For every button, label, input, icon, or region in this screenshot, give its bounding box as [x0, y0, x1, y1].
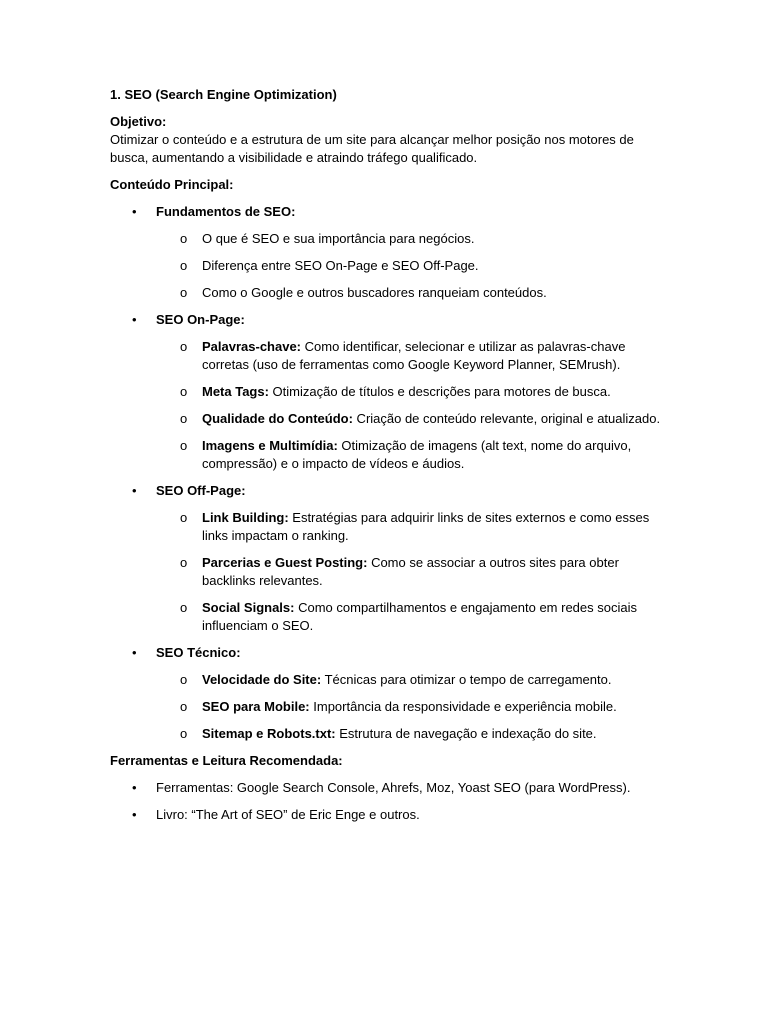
list-item [110, 437, 670, 473]
item-text: Estratégias para adquirir links de sites externos e como esses links impactam o ranking. [202, 510, 650, 543]
item-label: Parcerias e Guest Posting: [202, 555, 368, 570]
bullet-icon: • [132, 645, 137, 660]
circle-bullet-icon: o [180, 285, 188, 300]
content-sections [110, 203, 670, 743]
list-item [110, 509, 670, 545]
list-item [110, 725, 670, 743]
item-label: SEO para Mobile: [202, 699, 310, 714]
item-label: Qualidade do Conteúdo: [202, 411, 353, 426]
bullet-icon: • [132, 807, 137, 822]
item-label: Link Building: [202, 510, 289, 525]
bullet-icon: • [132, 312, 137, 327]
item-text: Técnicas para otimizar o tempo de carregamento. [321, 672, 612, 687]
list-item [110, 410, 670, 428]
bullet-icon: • [132, 780, 137, 795]
circle-bullet-icon: o [180, 231, 188, 246]
item-text: O que é SEO e sua importância para negócios. [202, 231, 475, 246]
list-item [110, 671, 670, 689]
item-label: Velocidade do Site: [202, 672, 322, 687]
item-text: Otimização de imagens (alt text, nome do arquivo, compressão) e o impacto de vídeos e áudios. [202, 438, 632, 471]
bullet-icon: • [132, 483, 137, 498]
list-item [110, 599, 670, 635]
item-label: Imagens e Multimídia: [202, 438, 338, 453]
circle-bullet-icon: o [180, 438, 188, 453]
circle-bullet-icon: o [180, 258, 188, 273]
circle-bullet-icon: o [180, 726, 188, 741]
item-text: Estrutura de navegação e indexação do site. [335, 726, 597, 741]
circle-bullet-icon: o [180, 600, 188, 615]
bullet-icon: • [132, 204, 137, 219]
content-label: Conteúdo Principal: [110, 177, 234, 192]
section-title: SEO Off-Page: [156, 483, 246, 498]
list-item [110, 257, 670, 275]
item-text: Como o Google e outros buscadores ranqueiam conteúdos. [202, 285, 547, 300]
circle-bullet-icon: o [180, 411, 188, 426]
circle-bullet-icon: o [180, 339, 188, 354]
tool-text: Ferramentas: Google Search Console, Ahrefs, Moz, Yoast SEO (para WordPress). [156, 780, 631, 795]
circle-bullet-icon: o [180, 699, 188, 714]
item-label: Palavras-chave: [202, 339, 302, 354]
tool-item [110, 779, 670, 797]
item-text: Como se associar a outros sites para obter backlinks relevantes. [202, 555, 619, 588]
item-text: Importância da responsividade e experiência mobile. [309, 699, 617, 714]
circle-bullet-icon: o [180, 384, 188, 399]
tool-item [110, 806, 670, 824]
item-label: Sitemap e Robots.txt: [202, 726, 336, 741]
section-item [110, 311, 670, 329]
circle-bullet-icon: o [180, 555, 188, 570]
document-body [110, 86, 670, 833]
objective-label: Objetivo: [110, 114, 167, 129]
list-item [110, 338, 670, 374]
list-item [110, 383, 670, 401]
section-item [110, 203, 670, 221]
tool-text: Livro: “The Art of SEO” de Eric Enge e outros. [156, 807, 420, 822]
section-title: Fundamentos de SEO: [156, 204, 296, 219]
document-title: 1. SEO (Search Engine Optimization) [110, 87, 337, 102]
tools-list [110, 779, 670, 824]
tools-label: Ferramentas e Leitura Recomendada: [110, 753, 343, 768]
list-item [110, 554, 670, 590]
item-text: Como identificar, selecionar e utilizar as palavras-chave corretas (uso de ferramentas como Google Keyword Planner, SEMrush). [202, 339, 626, 372]
section-title: SEO Técnico: [156, 645, 241, 660]
item-label: Meta Tags: [202, 384, 269, 399]
list-item [110, 284, 670, 302]
item-text: Como compartilhamentos e engajamento em redes sociais influenciam o SEO. [202, 600, 637, 633]
list-item [110, 230, 670, 248]
item-text: Criação de conteúdo relevante, original e atualizado. [352, 411, 661, 426]
item-text: Diferença entre SEO On-Page e SEO Off-Page. [202, 258, 479, 273]
section-title: SEO On-Page: [156, 312, 245, 327]
item-text: Otimização de títulos e descrições para motores de busca. [268, 384, 611, 399]
item-label: Social Signals: [202, 600, 295, 615]
section-item [110, 482, 670, 500]
circle-bullet-icon: o [180, 510, 188, 525]
objective-text: Otimizar o conteúdo e a estrutura de um site para alcançar melhor posição nos motores de busca, aumentando a visibilidade e atraindo tráfego qualificado. [110, 132, 634, 165]
circle-bullet-icon: o [180, 672, 188, 687]
section-item [110, 644, 670, 662]
list-item [110, 698, 670, 716]
